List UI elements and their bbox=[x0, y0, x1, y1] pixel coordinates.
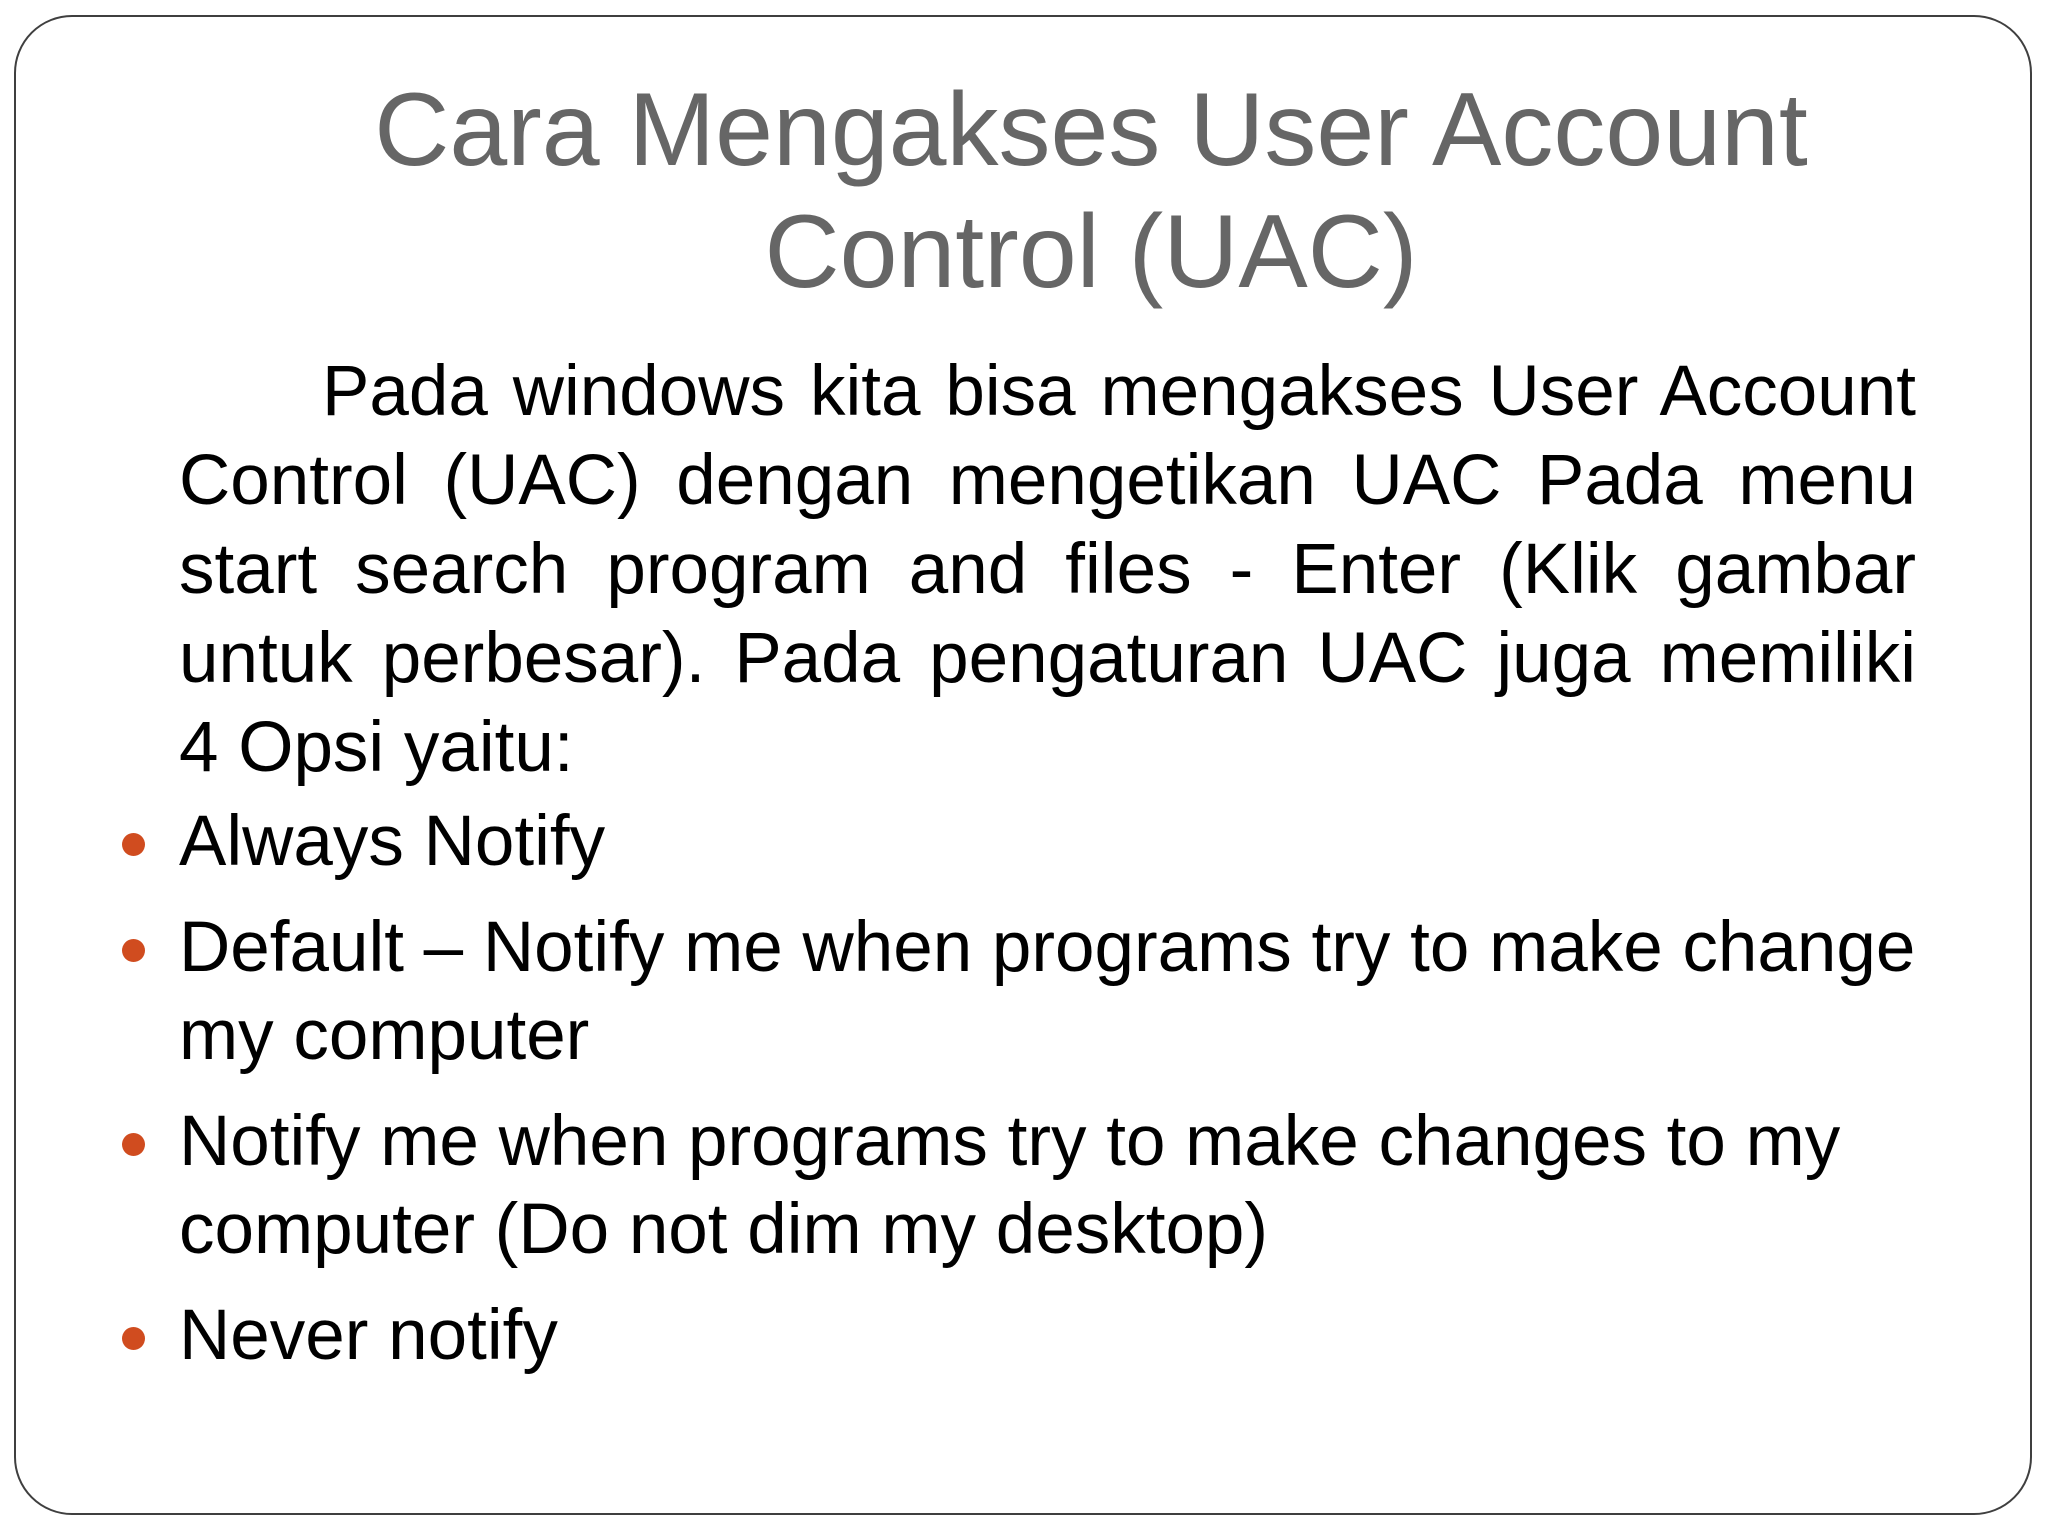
bullet-dot-icon bbox=[122, 833, 145, 856]
intro-paragraph: Pada windows kita bisa mengakses User Account Control (UAC) dengan mengetikan UAC Pada menu start search program and files - Enter (Klik gambar untuk perbesar). Pada pengaturan UAC juga memiliki 4 Opsi yaitu: bbox=[179, 352, 1916, 787]
list-item bbox=[179, 904, 1916, 1080]
list-item bbox=[179, 798, 1916, 886]
option-list bbox=[179, 798, 1916, 1380]
list-item-text: Notify me when programs try to make changes to my computer (Do not dim my desktop) bbox=[179, 1102, 1841, 1269]
slide-frame bbox=[14, 15, 2032, 1515]
list-item-text: Default – Notify me when programs try to make change my computer bbox=[179, 908, 1916, 1075]
bullet-dot-icon bbox=[122, 1327, 145, 1350]
list-item bbox=[179, 1292, 1916, 1380]
list-item bbox=[179, 1098, 1916, 1274]
slide-title: Cara Mengakses User Account Control (UAC) bbox=[374, 72, 1808, 310]
bullet-dot-icon bbox=[122, 1133, 145, 1156]
list-item-text: Never notify bbox=[179, 1296, 558, 1375]
list-item-text: Always Notify bbox=[179, 802, 606, 881]
slide-body bbox=[179, 347, 1916, 1380]
bullet-dot-icon bbox=[122, 939, 145, 962]
